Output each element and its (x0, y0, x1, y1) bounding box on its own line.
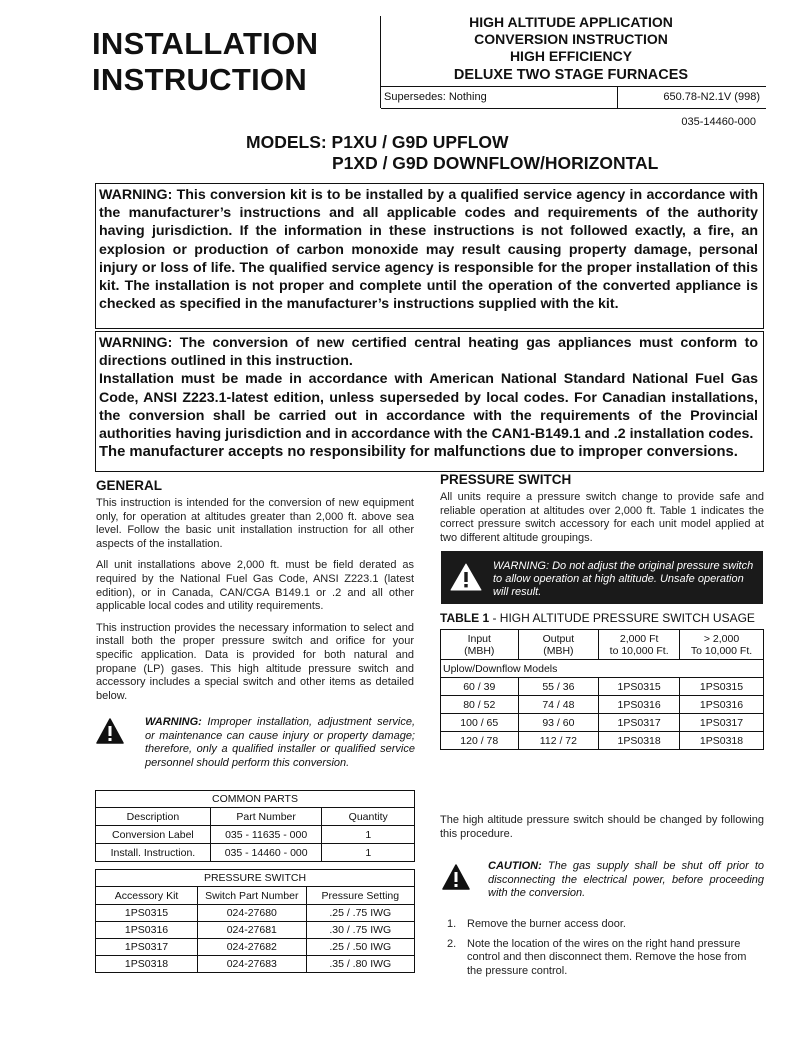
warning-box-codes (95, 331, 764, 472)
warning-text: WARNING: This conversion kit is to be installed by a qualified service agency in accordance with the manufacturer’s instructions and all applicable codes and requirements of the authority having jurisdiction. If the information in these instructions is not followed exactly, a fire, an explosion or production of carbon monoxide may result causing property damage, personal injury or loss of life. The qualified service agency is responsible for the proper installation of this kit. The installation is not proper and complete until the operation of the converted appliance is checked as specified in the manufacturer’s instructions supplied with the kit. (99, 187, 758, 313)
caution-label: CAUTION: (488, 860, 542, 872)
table-cell: 1PS0318 (680, 732, 764, 750)
title-line-1: INSTALLATION (92, 26, 319, 61)
table-cell: .25 / .50 IWG (306, 939, 414, 956)
table1-caption-text: - HIGH ALTITUDE PRESSURE SWITCH USAGE (489, 611, 755, 625)
caution-triangle-icon (442, 864, 470, 890)
general-paragraph: This instruction is intended for the conversion of new equipment only, for operation at altitudes greater than 2,000 ft. above sea level. Follow the basic unit installation instruction for all other aspects of the installation. (96, 497, 414, 550)
common-parts-table (95, 790, 415, 862)
column-header: Input (MBH) (441, 630, 519, 660)
table-row (441, 678, 764, 696)
column-header: Description (96, 808, 211, 826)
general-paragraph: All unit installations above 2,000 ft. must be field derated as required by the National Fuel Gas Code, ANSI Z223.1 (latest edition), or in Canada, CAN/CGA B149.1 or .2 and all other applicable local codes and utility requirements. (96, 559, 414, 613)
table-cell: 024-27681 (198, 922, 306, 939)
pressure-switch-paragraph: All units require a pressure switch change to provide safe and reliable operation at altitudes over 2,000 ft. Table 1 indicates the correct pressure switch accessory for each unit model applied at two different altitude groupings. (440, 491, 764, 544)
table-cell: 1 (322, 844, 415, 862)
column-header: 2,000 Ft to 10,000 Ft. (599, 630, 680, 660)
column-header: Quantity (322, 808, 415, 826)
procedure-section (440, 814, 764, 849)
table-cell: Conversion Label (96, 826, 211, 844)
table-row (441, 732, 764, 750)
table-cell: 74 / 48 (518, 696, 599, 714)
column-header: Part Number (210, 808, 322, 826)
step-text: Note the location of the wires on the right hand pressure control and then disconnect them. Remove the hose from the pressure control. (467, 937, 747, 977)
table-cell: 93 / 60 (518, 714, 599, 732)
table-cell: 1PS0316 (680, 696, 764, 714)
list-item (440, 918, 764, 932)
supersedes-text: Supersedes: Nothing (384, 91, 487, 103)
table-cell: 1PS0315 (599, 678, 680, 696)
table-cell: Install. Instruction. (96, 844, 211, 862)
column-header: Pressure Setting (306, 887, 414, 905)
high-altitude-switch-table (440, 629, 764, 750)
table1-caption-label: TABLE 1 (440, 611, 490, 625)
warning-triangle-icon (96, 718, 124, 744)
table-cell: 035 - 14460 - 000 (210, 844, 322, 862)
column-header: Switch Part Number (198, 887, 306, 905)
table-cell: 1PS0316 (599, 696, 680, 714)
table-cell: .25 / .75 IWG (306, 905, 414, 922)
general-paragraph: This instruction provides the necessary information to select and install both the proper pressure switch and orifice for your specific application. Data is provided for both natural and propane (LP) gases. This high altitude pressure switch and accessory includes a special switch and other items as detailed below. (96, 621, 414, 702)
table-cell: 1PS0317 (599, 714, 680, 732)
table-row (96, 956, 415, 973)
table-cell: 1PS0315 (96, 905, 198, 922)
table-cell: 1PS0317 (680, 714, 764, 732)
table-cell: 120 / 78 (441, 732, 519, 750)
table-cell: 100 / 65 (441, 714, 519, 732)
table-cell: 1PS0316 (96, 922, 198, 939)
list-item (440, 938, 764, 979)
table-row (96, 905, 415, 922)
general-heading: GENERAL (96, 478, 163, 493)
table-row (96, 922, 415, 939)
table-cell: 1PS0315 (680, 678, 764, 696)
pressure-switch-heading: PRESSURE SWITCH (440, 472, 572, 487)
dark-warning-banner (441, 551, 763, 604)
table-cell: 024-27683 (198, 956, 306, 973)
table-row (96, 844, 415, 862)
step-number: 1. (447, 918, 457, 930)
column-header: Output (MBH) (518, 630, 599, 660)
table-cell: 1 (322, 826, 415, 844)
table-title: COMMON PARTS (96, 791, 415, 808)
table-row (441, 714, 764, 732)
warning-paragraph: WARNING: The conversion of new certified central heating gas appliances must conform to directions outlined in this instruction. (99, 335, 758, 370)
dark-warning-text: WARNING: Do not adjust the original pressure switch to allow operation at high altitude. Unsafe operation will result. (493, 560, 754, 599)
warning-label: WARNING: (145, 716, 202, 728)
table-cell: 1PS0318 (96, 956, 198, 973)
step-text: Remove the burner access door. (467, 918, 626, 930)
warning-paragraph: The manufacturer accepts no responsibility for malfunctions due to improper conversions. (99, 444, 738, 461)
table-group-label: Uplow/Downflow Models (441, 660, 764, 678)
subtitle-line: HIGH EFFICIENCY (509, 48, 633, 64)
caution-text: The gas supply shall be shut off prior to disconnecting the electrical power, before proceeding with the conversion. (488, 860, 764, 900)
procedure-intro: The high altitude pressure switch should be changed by following this procedure. (440, 814, 764, 840)
models-heading (246, 132, 658, 174)
warning-paragraph: Installation must be made in accordance with American National Standard National Fuel Gas Code, ANSI Z223.1-latest edition, unless superseded by local codes. For Canadian installations, the conversion shall be carried out in accordance with the requirements of the Provincial authorities having jurisdiction and in accordance with the CAN1-B149.1 and .2 installation codes. (99, 371, 758, 443)
table-title: PRESSURE SWITCH (96, 870, 415, 887)
meta-separator (617, 87, 618, 108)
general-warning-note (96, 716, 414, 770)
table-cell: 112 / 72 (518, 732, 599, 750)
warning-note-text: Improper installation, adjustment service, or maintenance can cause injury or property damage; therefore, only a qualified installer or qualified service personnel should perform this conversion. (145, 716, 415, 769)
table-header-row (441, 630, 764, 660)
table-cell: .30 / .75 IWG (306, 922, 414, 939)
table-row (441, 696, 764, 714)
table-cell: 035 - 11635 - 000 (210, 826, 322, 844)
subtitle-line: CONVERSION INSTRUCTION (474, 31, 668, 47)
document-title (92, 26, 318, 98)
table-row (96, 939, 415, 956)
table-cell: 55 / 36 (518, 678, 599, 696)
table-row (96, 826, 415, 844)
table1-caption (440, 611, 755, 625)
table-cell: 1PS0318 (599, 732, 680, 750)
pressure-switch-section (440, 491, 764, 553)
pressure-switch-parts-table (95, 869, 415, 973)
subtitle-line: DELUXE TWO STAGE FURNACES (453, 67, 689, 83)
procedure-steps (440, 918, 764, 978)
step-number: 2. (447, 937, 457, 950)
warning-box-qualified-agency (95, 183, 764, 329)
meta-bar (381, 86, 766, 109)
table-cell: 024-27680 (198, 905, 306, 922)
table-cell: 60 / 39 (441, 678, 519, 696)
general-section (96, 497, 414, 711)
table-cell: .35 / .80 IWG (306, 956, 414, 973)
title-line-2: INSTRUCTION (92, 62, 308, 97)
table-cell: 80 / 52 (441, 696, 519, 714)
column-header: > 2,000 To 10,000 Ft. (680, 630, 764, 660)
part-number: 035-14460-000 (681, 116, 756, 128)
caution-note (440, 860, 764, 901)
table-cell: 1PS0317 (96, 939, 198, 956)
header-subtitle (382, 14, 760, 84)
warning-triangle-icon (450, 563, 482, 591)
models-line-2: P1XD / G9D DOWNFLOW/HORIZONTAL (332, 153, 659, 173)
column-header: Accessory Kit (96, 887, 198, 905)
table-cell: 024-27682 (198, 939, 306, 956)
document-code: 650.78-N2.1V (998) (663, 91, 760, 103)
models-line-1: MODELS: P1XU / G9D UPFLOW (246, 132, 509, 152)
subtitle-line: HIGH ALTITUDE APPLICATION (469, 14, 673, 30)
